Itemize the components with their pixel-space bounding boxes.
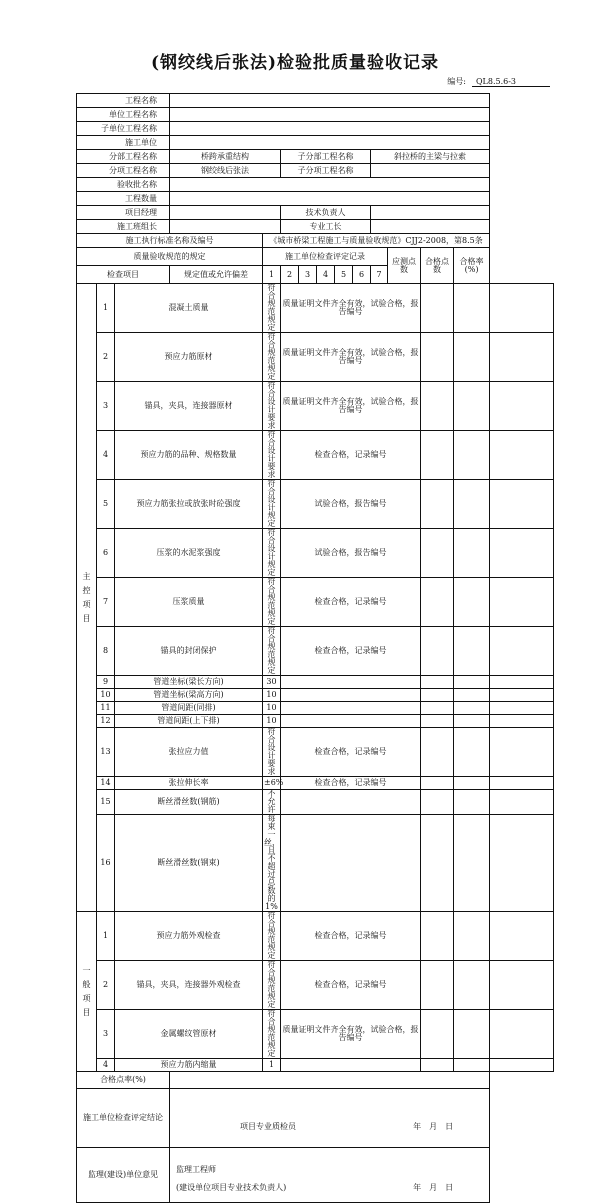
item-rule: 符合设计要求 [263,382,281,431]
item-record [281,702,421,715]
row-sub-unit-project [77,122,554,136]
main-item-row [77,702,554,715]
general-item-row [77,1059,554,1072]
measured-points-cell[interactable] [421,676,454,689]
general-item-row [77,961,554,1010]
item-rule: 10 [263,702,281,715]
pass-rate-header: 合格率(%) [454,248,490,284]
row-unit-project [77,108,554,122]
item-name: 混凝土质量 [115,284,263,333]
sub-unit-project-label: 子单位工程名称 [77,122,170,136]
supervision-label: 监理(建设)单位意见 [77,1148,170,1203]
batch-name-field[interactable] [170,178,490,192]
main-item-row [77,689,554,702]
item-name: 预应力筋原材 [115,333,263,382]
standard-value: 《城市桥梁工程施工与质量验收规范》CJJ2-2008，第8.5条 [263,234,490,248]
item-record [281,676,421,689]
conclusion-label: 施工单位检查评定结论 [77,1089,170,1148]
measured-points-cell[interactable] [421,480,454,529]
pass-rate-cell[interactable] [490,702,554,715]
supervision-field[interactable] [170,1148,490,1203]
sub-division-value: 斜拉桥的主梁与拉索 [371,150,490,164]
main-item-row [77,715,554,728]
item-no: 3 [97,1010,115,1059]
item-rule: 符合规范规定 [263,627,281,676]
sub-item-label: 子分项工程名称 [281,164,371,178]
item-rule: 符合设计要求 [263,728,281,777]
item-name: 锚具，夹具，连接器外观检查 [115,961,263,1010]
unit-project-label: 单位工程名称 [77,108,170,122]
main-group-char: 目 [82,613,91,623]
qualified-points-cell[interactable] [454,702,490,715]
pass-rate-cell[interactable] [490,431,554,480]
general-item-row [77,1010,554,1059]
item-name: 预应力筋张拉或放张时砼强度 [115,480,263,529]
pass-rate-cell[interactable] [490,627,554,676]
tech-lead-field[interactable] [371,206,490,220]
pass-rate-cell[interactable] [490,1010,554,1059]
measured-points-cell[interactable] [421,715,454,728]
main-group-char: 控 [82,585,91,595]
item-rule: 30 [263,676,281,689]
item-rule: 1 [263,1059,281,1072]
main-item-row [77,333,554,382]
row-pass-rate [77,1072,554,1089]
qualified-points-cell[interactable] [454,431,490,480]
item-name: 预应力筋的品种、规格数量 [115,431,263,480]
item-record: 质量证明文件齐全有效，试验合格，报告编号 [281,333,421,382]
check-record-header: 施工单位检查评定记录 [263,248,388,266]
general-item-row [77,912,554,961]
item-rule: 符合设计规定 [263,480,281,529]
measured-points-cell[interactable] [421,790,454,815]
qualified-points-cell[interactable] [454,1010,490,1059]
pass-rate-cell[interactable] [490,676,554,689]
item-name: 管道坐标(梁长方向) [115,676,263,689]
item-label: 分项工程名称 [77,164,170,178]
item-no: 5 [97,480,115,529]
qualified-points-cell[interactable] [454,627,490,676]
row-standard [77,234,554,248]
main-item-row [77,627,554,676]
foreman-label: 专业工长 [281,220,371,234]
row-construction-unit [77,136,554,150]
qualified-points-cell[interactable] [454,961,490,1010]
measured-points-cell[interactable] [421,333,454,382]
item-name: 预应力筋内缩量 [115,1059,263,1072]
general-group-char: 一 [82,965,91,975]
conclusion-date: 年 月 日 [413,1122,454,1131]
qualified-points-cell[interactable] [454,777,490,790]
point-number: 6 [353,266,371,284]
item-name: 预应力筋外观检查 [115,912,263,961]
measured-points-cell[interactable] [421,815,454,912]
qualified-points-cell[interactable] [454,578,490,627]
item-no: 16 [97,815,115,912]
qualified-points-cell[interactable] [454,815,490,912]
item-name: 断丝滑丝数(钢筋) [115,790,263,815]
item-no: 4 [97,1059,115,1072]
main-item-row [77,790,554,815]
item-no: 2 [97,333,115,382]
qualified-points-cell[interactable] [454,676,490,689]
item-record [281,689,421,702]
general-group-char: 目 [82,1007,91,1017]
project-name-label: 工程名称 [77,94,170,108]
item-record [281,790,421,815]
row-manager [77,206,554,220]
item-rule: 符合设计规定 [263,529,281,578]
engineer-label: 监理工程师 [176,1165,217,1174]
qualified-points-cell[interactable] [454,728,490,777]
pass-rate-cell[interactable] [490,815,554,912]
main-item-row [77,284,554,333]
construction-unit-field[interactable] [170,136,490,150]
pass-rate-cell[interactable] [490,284,554,333]
point-number: 2 [281,266,299,284]
item-record: 质量证明文件齐全有效，试验合格，报告编号 [281,284,421,333]
main-group-char: 项 [82,599,91,609]
item-record: 检查合格，记录编号 [281,777,421,790]
construction-unit-label: 施工单位 [77,136,170,150]
main-item-row [77,728,554,777]
project-manager-label: 项目经理 [77,206,170,220]
standard-label: 施工执行标准名称及编号 [77,234,263,248]
item-record [281,1059,421,1072]
item-name: 锚具的封闭保护 [115,627,263,676]
point-number: 4 [317,266,335,284]
item-rule: 符合规范规定 [263,333,281,382]
team-leader-field[interactable] [170,220,281,234]
main-group-char: 主 [82,571,91,581]
item-no: 4 [97,431,115,480]
supervision-date: 年 月 日 [413,1183,454,1192]
item-no: 11 [97,702,115,715]
item-name: 金属螺纹管原材 [115,1010,263,1059]
qualified-points-header: 合格点数 [421,248,454,284]
item-rule: 不允许 [263,790,281,815]
batch-name-label: 验收批名称 [77,178,170,192]
sub-unit-project-field[interactable] [170,122,490,136]
inspection-form [76,93,554,1203]
form-code [447,76,550,87]
spec-header: 质量验收规范的规定 [77,248,263,266]
measured-points-cell[interactable] [421,728,454,777]
measured-points-cell[interactable] [421,689,454,702]
pass-rate-cell[interactable] [490,333,554,382]
item-rule: 符合设计要求 [263,431,281,480]
pass-rate-cell[interactable] [490,777,554,790]
item-record [281,715,421,728]
qualified-points-cell[interactable] [454,912,490,961]
item-rule: 符合规范规定 [263,284,281,333]
item-record: 检查合格，记录编号 [281,728,421,777]
main-item-row [77,578,554,627]
item-no: 1 [97,912,115,961]
division-label: 分部工程名称 [77,150,170,164]
qualified-points-cell[interactable] [454,382,490,431]
sub-division-label: 子分部工程名称 [281,150,371,164]
row-quantity [77,192,554,206]
item-record: 质量证明文件齐全有效，试验合格，报告编号 [281,1010,421,1059]
measured-points-cell[interactable] [421,1059,454,1072]
main-item-row [77,529,554,578]
conclusion-field[interactable] [170,1089,490,1148]
item-no: 6 [97,529,115,578]
item-no: 2 [97,961,115,1010]
item-name: 压浆的水泥浆强度 [115,529,263,578]
main-item-row [77,777,554,790]
item-rule: 每束一丝，且不超过总数的1% [264,814,281,911]
row-division [77,150,554,164]
measured-points-cell[interactable] [421,431,454,480]
check-item-header: 检查项目 [77,266,170,284]
item-no: 1 [97,284,115,333]
general-group-char: 项 [82,993,91,1003]
division-value: 桥跨承重结构 [170,150,281,164]
item-record: 检查合格，记录编号 [281,578,421,627]
measured-points-header: 应测点数 [388,248,421,284]
item-no: 10 [97,689,115,702]
allowed-header: 规定值或允许偏差 [170,266,263,284]
pass-rate-cell[interactable] [490,382,554,431]
general-group-label [77,912,97,1072]
item-record: 检查合格，记录编号 [281,627,421,676]
qualified-points-cell[interactable] [454,480,490,529]
item-no: 7 [97,578,115,627]
measured-points-cell[interactable] [421,702,454,715]
item-rule: ±6% [263,777,281,790]
pass-rate-cell[interactable] [490,529,554,578]
project-manager-field[interactable] [170,206,281,220]
point-number: 7 [371,266,388,284]
item-name: 压浆质量 [115,578,263,627]
measured-points-cell[interactable] [421,627,454,676]
row-team [77,220,554,234]
qualified-points-cell[interactable] [454,790,490,815]
row-batch [77,178,554,192]
item-name: 锚具，夹具，连接器原材 [115,382,263,431]
item-no: 14 [97,777,115,790]
general-group-char: 般 [82,979,91,989]
item-record: 质量证明文件齐全有效，试验合格，报告编号 [281,382,421,431]
item-no: 3 [97,382,115,431]
pass-rate-cell[interactable] [490,961,554,1010]
qualified-points-cell[interactable] [454,284,490,333]
item-name: 断丝滑丝数(钢束) [115,815,263,912]
item-rule: 符合规范规定 [263,578,281,627]
qualified-points-cell[interactable] [454,689,490,702]
measured-points-cell[interactable] [421,961,454,1010]
team-leader-label: 施工班组长 [77,220,170,234]
pass-rate-field[interactable] [170,1072,490,1089]
point-number: 1 [263,266,281,284]
sub-item-field[interactable] [371,164,490,178]
item-name: 管道坐标(梁高方向) [115,689,263,702]
item-no: 15 [97,790,115,815]
code-value: QL8.5.6-3 [472,77,550,87]
item-record [281,815,421,912]
main-item-row [77,431,554,480]
tech-lead-label: 技术负责人 [281,206,371,220]
item-rule: 10 [263,689,281,702]
measured-points-cell[interactable] [421,529,454,578]
pass-rate-cell[interactable] [490,728,554,777]
item-rule: 符合规范规定 [263,1010,281,1059]
owner-rep-label: (建设单位项目专业技术负责人) [176,1183,287,1192]
measured-points-cell[interactable] [421,578,454,627]
quality-inspector-label: 项目专业质检员 [240,1122,297,1131]
row-item [77,164,554,178]
row-column-header-1 [77,248,554,266]
point-number: 3 [299,266,317,284]
item-no: 8 [97,627,115,676]
item-no: 13 [97,728,115,777]
row-conclusion [77,1089,554,1148]
item-name: 张拉伸长率 [115,777,263,790]
item-record: 试验合格，报告编号 [281,480,421,529]
pass-rate-cell[interactable] [490,790,554,815]
qualified-points-cell[interactable] [454,715,490,728]
foreman-field[interactable] [371,220,490,234]
pass-rate-cell[interactable] [490,912,554,961]
item-name: 管道间距(同排) [115,702,263,715]
code-label: 编号: [447,77,466,86]
pass-rate-cell[interactable] [490,715,554,728]
measured-points-cell[interactable] [421,912,454,961]
measured-points-cell[interactable] [421,1010,454,1059]
quantity-field[interactable] [170,192,490,206]
quantity-label: 工程数量 [77,192,170,206]
main-item-row [77,480,554,529]
main-item-row [77,815,554,912]
pass-rate-cell[interactable] [490,578,554,627]
item-rule: 符合规范规定 [263,961,281,1010]
qualified-points-cell[interactable] [454,529,490,578]
item-rule: 10 [263,715,281,728]
row-project-name [77,94,554,108]
project-name-field[interactable] [170,94,490,108]
qualified-points-cell[interactable] [454,333,490,382]
item-record: 检查合格，记录编号 [281,961,421,1010]
main-item-row [77,382,554,431]
pass-rate-label: 合格点率(%) [77,1072,170,1089]
item-no: 9 [97,676,115,689]
row-supervision [77,1148,554,1203]
item-record: 检查合格，记录编号 [281,912,421,961]
item-value: 钢绞线后张法 [170,164,281,178]
pass-rate-cell[interactable] [490,1059,554,1072]
item-no: 12 [97,715,115,728]
unit-project-field[interactable] [170,108,490,122]
qualified-points-cell[interactable] [454,1059,490,1072]
item-record: 检查合格，记录编号 [281,431,421,480]
item-name: 张拉应力值 [115,728,263,777]
item-name: 管道间距(上下排) [115,715,263,728]
main-item-row [77,676,554,689]
page-title: (钢绞线后张法)检验批质量验收记录 [150,53,440,73]
item-rule: 符合规范规定 [263,912,281,961]
main-group-label [77,284,97,912]
item-record: 试验合格，报告编号 [281,529,421,578]
pass-rate-cell[interactable] [490,480,554,529]
point-number: 5 [335,266,353,284]
measured-points-cell[interactable] [421,382,454,431]
pass-rate-cell[interactable] [490,689,554,702]
measured-points-cell[interactable] [421,284,454,333]
measured-points-cell[interactable] [421,777,454,790]
